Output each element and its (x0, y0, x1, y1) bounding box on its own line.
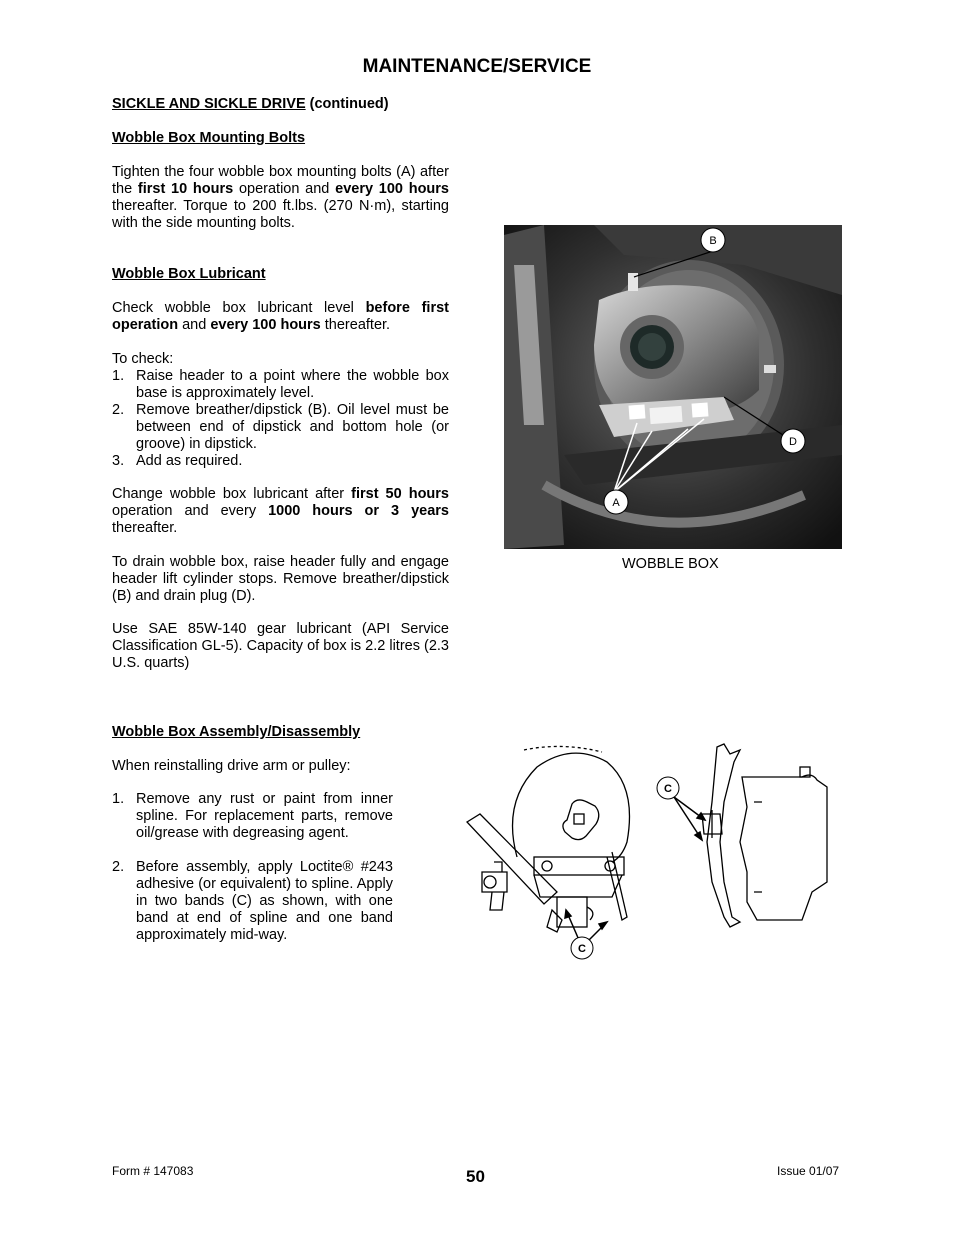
text-run: operation and every (112, 503, 269, 519)
emphasis: every 100 hours (210, 317, 321, 333)
gear-lubricant-paragraph: Use SAE 85W-140 gear lubricant (API Service Classification GL-5). Capacity of box is 2.2 litres (2.3 U.S. quarts) (112, 621, 449, 671)
assembly-heading: Wobble Box Assembly/Disassembly (112, 724, 361, 740)
to-check-label: To check: (112, 351, 174, 367)
step-number: 2. (112, 859, 125, 875)
text-run: thereafter. (320, 317, 391, 333)
callout-c-bottom-label: C (578, 943, 586, 955)
callout-c-top (657, 777, 679, 799)
footer-issue: Issue 01/07 (777, 1164, 840, 1178)
list-item (112, 859, 393, 944)
emphasis: every 100 hours (335, 181, 449, 197)
text-run: and (178, 317, 211, 333)
callout-c-bottom (571, 937, 593, 959)
lubricant-check-paragraph (112, 300, 449, 334)
step-number: 1. (112, 791, 125, 807)
check-steps-list (112, 368, 449, 470)
section-heading-suffix: (continued) (305, 96, 389, 112)
text-run: operation and (233, 181, 336, 197)
emphasis: first 10 hours (137, 181, 234, 197)
text-run: Tighten the four wobble box mounting bolts (A) after the (112, 164, 449, 197)
section-heading-main: SICKLE AND SICKLE DRIVE (112, 96, 306, 112)
callout-c-top-label: C (664, 783, 672, 795)
wobble-box-drawing (462, 742, 842, 964)
emphasis: first 50 hours (351, 486, 449, 502)
text-run: thereafter. (112, 520, 178, 536)
callout-a (604, 490, 628, 514)
step-text: Remove any rust or paint from inner spline. For replacement parts, remove oil/grease with degreasing agent. (136, 791, 393, 841)
emphasis: before first operation (112, 300, 449, 333)
step-text: Add as required. (136, 453, 243, 469)
change-lubricant-paragraph (112, 486, 449, 537)
step-number: 3. (112, 453, 125, 469)
list-item (112, 453, 449, 470)
callout-d (781, 429, 805, 453)
drain-paragraph: To drain wobble box, raise header fully and engage header lift cylinder stops. Remove breather/dipstick (B) and drain plug (D). (112, 554, 449, 604)
mounting-bolts-heading: Wobble Box Mounting Bolts (112, 130, 306, 146)
mounting-bolts-paragraph (112, 164, 449, 232)
step-text: Remove breather/dipstick (B). Oil level must be between end of dipstick and bottom hole (or groove) in dipstick. (136, 402, 449, 452)
lubricant-heading: Wobble Box Lubricant (112, 266, 266, 282)
section-heading (112, 96, 389, 112)
step-text: Raise header to a point where the wobble box base is approximately level. (136, 368, 449, 401)
step-number: 2. (112, 402, 125, 418)
callout-a-label: A (612, 497, 620, 509)
emphasis: 1000 hours or 3 years (268, 503, 449, 519)
callout-b (701, 228, 725, 252)
step-text: Before assembly, apply Loctite® #243 adhesive (or equivalent) to spline. Apply in two bands (C) as shown, with one band at end of spline and one band approximately mid-way. (136, 859, 393, 943)
text-run: thereafter. Torque to 200 ft.lbs. (270 N·m), starting with the side mounting bolts. (112, 198, 449, 231)
photo-caption: WOBBLE BOX (622, 556, 719, 572)
footer-form-number: Form # 147083 (112, 1164, 194, 1178)
list-item (112, 791, 393, 842)
page-number: 50 (466, 1167, 485, 1186)
list-item (112, 402, 449, 453)
callout-d-label: D (789, 436, 797, 448)
text-run: Change wobble box lubricant after (112, 486, 352, 502)
text-run: Check wobble box lubricant level (112, 300, 366, 316)
list-item (112, 368, 449, 402)
step-number: 1. (112, 368, 125, 384)
callout-b-label: B (709, 235, 717, 247)
assembly-steps-list (112, 791, 393, 944)
wobble-box-photo (504, 225, 842, 549)
assembly-intro: When reinstalling drive arm or pulley: (112, 758, 351, 774)
page-title: MAINTENANCE/SERVICE (362, 56, 592, 77)
